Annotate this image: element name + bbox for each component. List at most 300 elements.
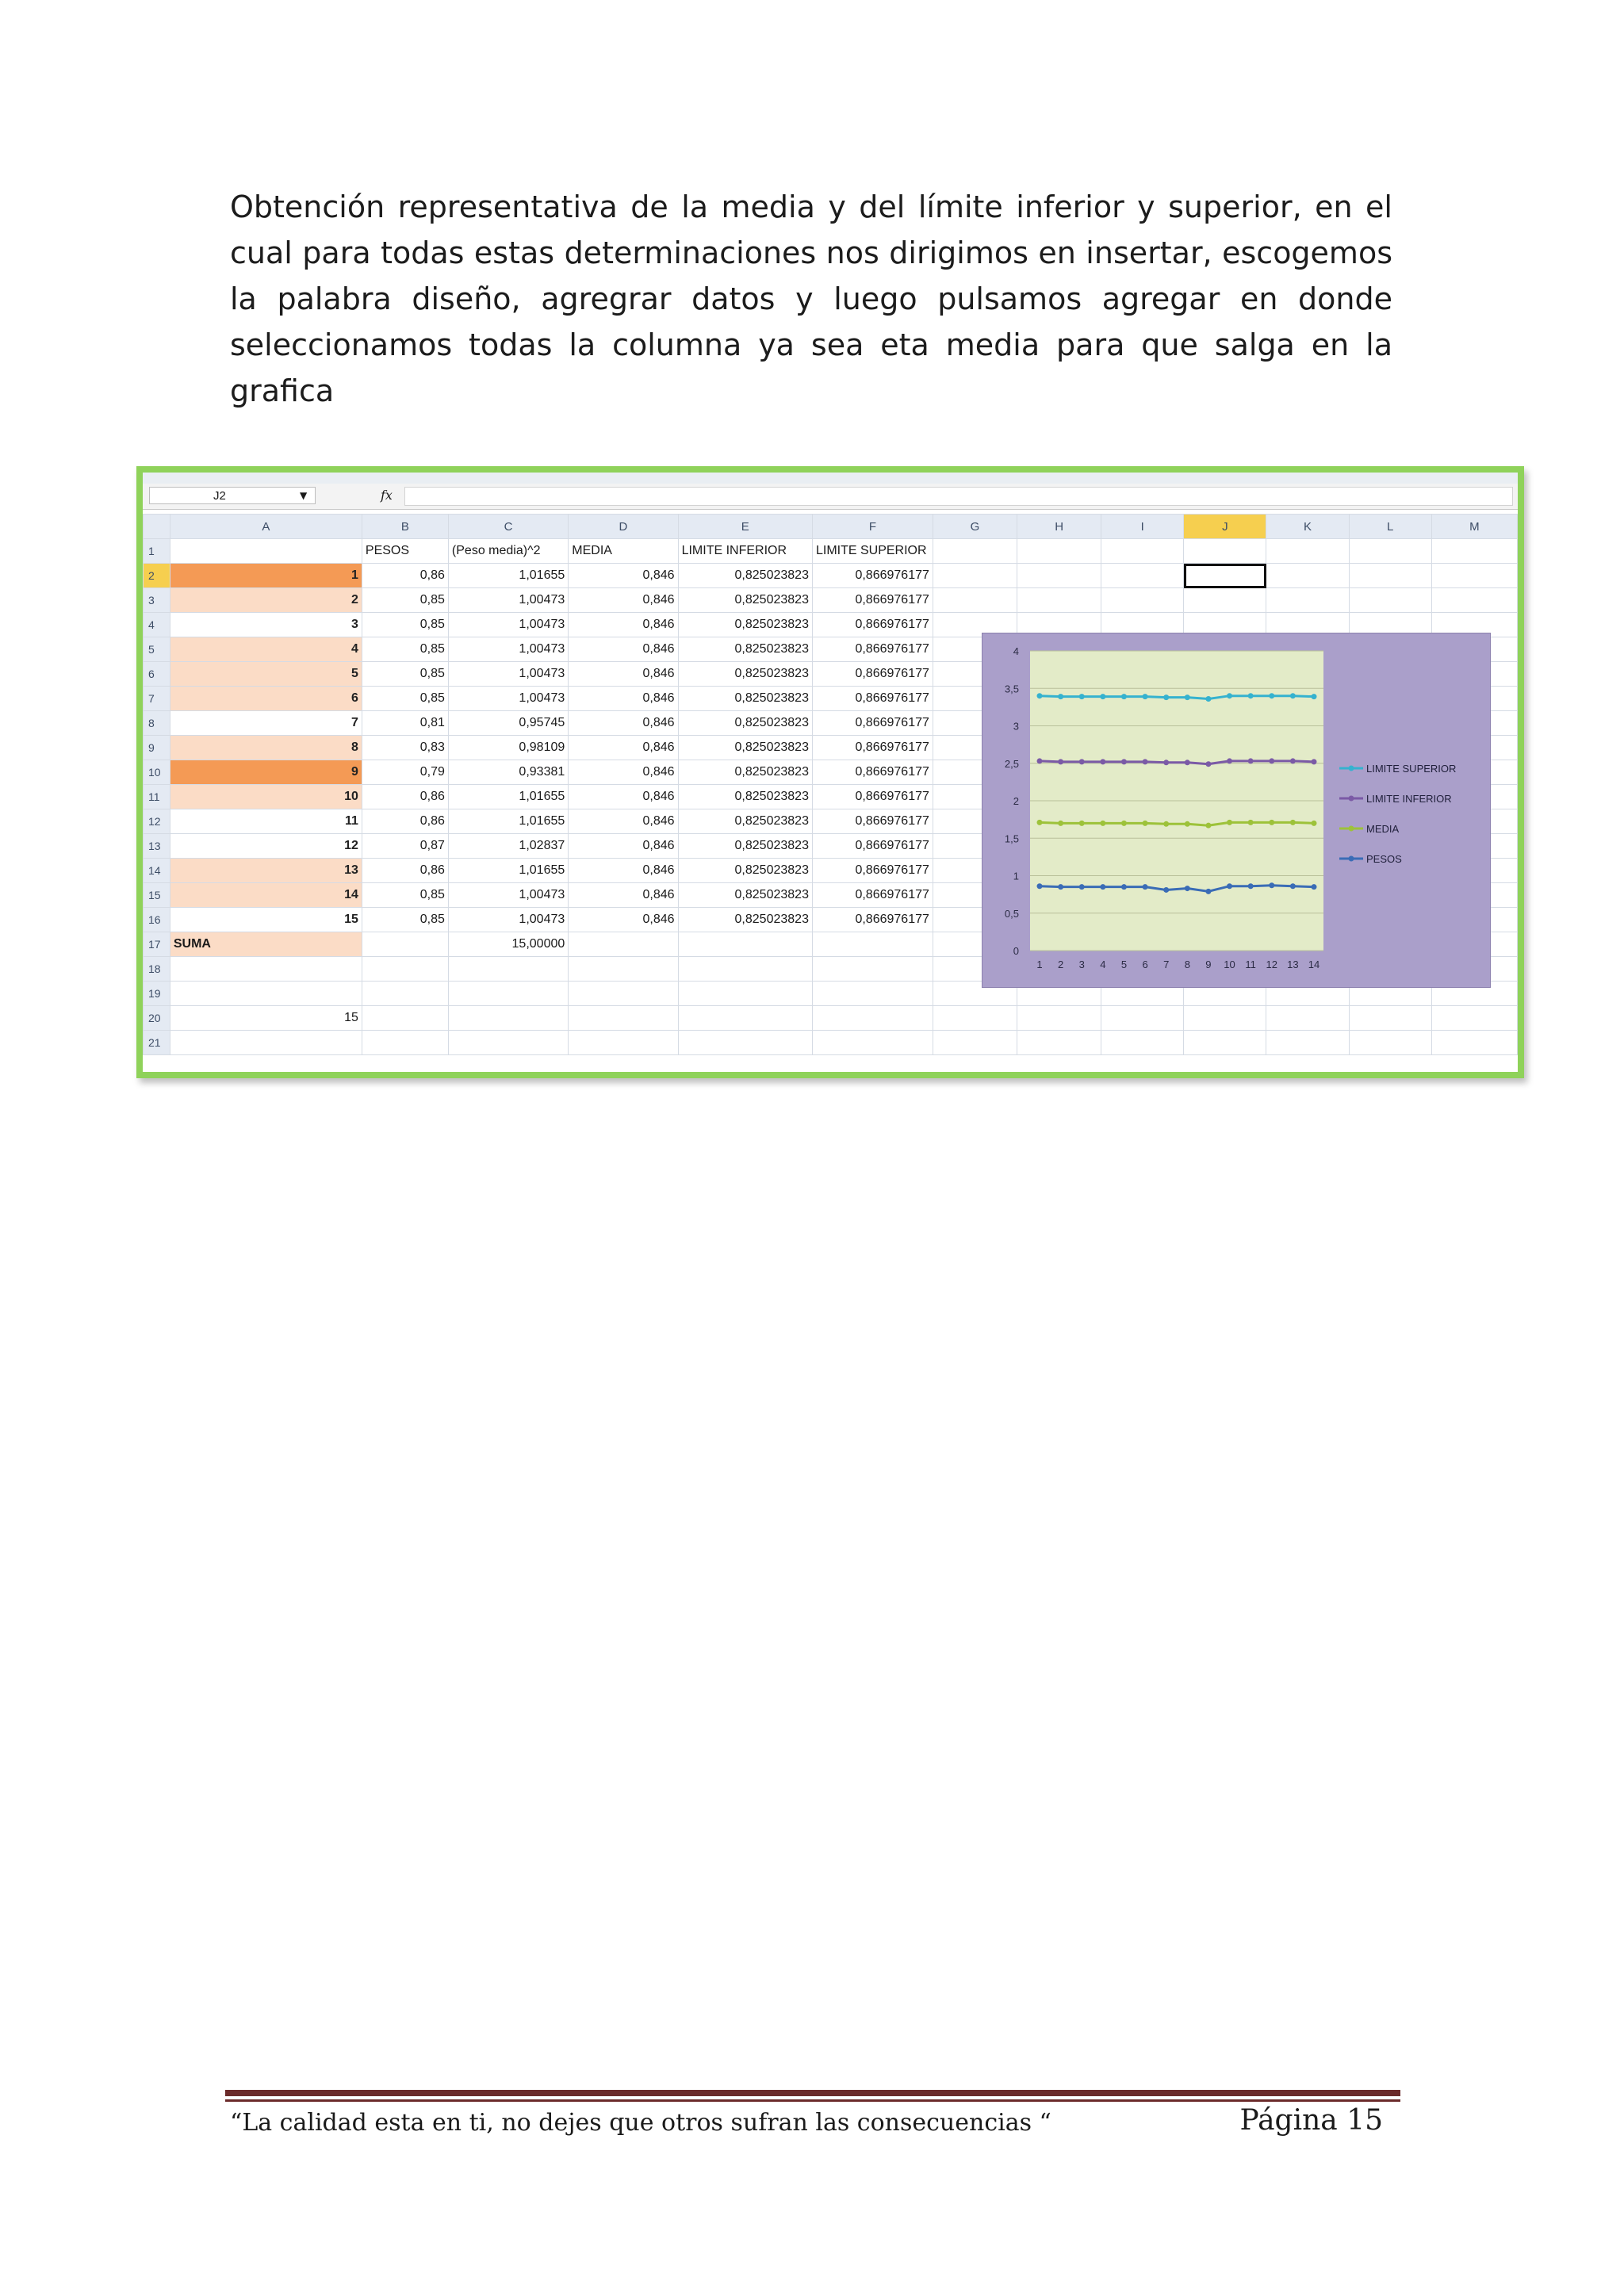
x-tick-label: 7	[1163, 959, 1170, 970]
peso-media-sq-cell[interactable]: 0,93381	[448, 760, 568, 785]
limite-superior-cell[interactable]: 0,866976177	[812, 859, 933, 883]
suma-value-cell[interactable]: 15,00000	[448, 932, 568, 957]
x-tick-label: 14	[1308, 959, 1320, 970]
index-cell[interactable]: 4	[170, 637, 362, 662]
table-row	[144, 564, 1518, 588]
y-tick-label: 0,5	[1004, 907, 1019, 920]
data-point	[1205, 696, 1211, 702]
row-header[interactable]: 5	[144, 637, 170, 662]
data-point	[1312, 759, 1317, 764]
data-point	[1037, 758, 1043, 763]
cell[interactable]	[448, 1006, 568, 1031]
cell[interactable]	[362, 982, 448, 1006]
pesos-cell[interactable]: 0,86	[362, 859, 448, 883]
data-point	[1248, 820, 1254, 825]
formula-bar	[143, 484, 1518, 510]
index-cell[interactable]: 7	[170, 711, 362, 736]
x-tick-label: 13	[1287, 959, 1299, 970]
cell[interactable]	[1349, 1006, 1431, 1031]
header-cell-pesos[interactable]: PESOS	[362, 539, 448, 564]
limite-inferior-cell[interactable]: 0,825023823	[678, 687, 812, 711]
cell[interactable]	[1349, 539, 1431, 564]
data-point	[1312, 884, 1317, 890]
limite-inferior-cell[interactable]: 0,825023823	[678, 588, 812, 613]
y-tick-label: 4	[1013, 645, 1019, 657]
legend-label: MEDIA	[1366, 823, 1400, 835]
index-cell[interactable]: 10	[170, 785, 362, 809]
pesos-cell[interactable]: 0,81	[362, 711, 448, 736]
cell[interactable]	[1101, 564, 1184, 588]
legend-label: LIMITE SUPERIOR	[1366, 763, 1457, 775]
x-tick-label: 3	[1078, 959, 1085, 970]
col-header-f[interactable]: F	[812, 515, 933, 539]
data-point	[1163, 695, 1169, 700]
data-point	[1290, 758, 1296, 763]
data-point	[1312, 821, 1317, 826]
cell[interactable]	[448, 957, 568, 982]
cell[interactable]	[1349, 564, 1431, 588]
x-tick-label: 9	[1205, 959, 1212, 970]
cell[interactable]	[1266, 564, 1349, 588]
data-point	[1143, 884, 1148, 890]
header-cell-limite-superior[interactable]: LIMITE SUPERIOR	[812, 539, 933, 564]
col-header-b[interactable]: B	[362, 515, 448, 539]
cell[interactable]	[1184, 1031, 1266, 1055]
x-tick-label: 2	[1057, 959, 1064, 970]
cell[interactable]	[569, 932, 678, 957]
limite-inferior-cell[interactable]: 0,825023823	[678, 859, 812, 883]
data-point	[1037, 883, 1043, 889]
legend-label: LIMITE INFERIOR	[1366, 793, 1452, 805]
legend-marker	[1349, 826, 1354, 832]
col-header-h[interactable]: H	[1017, 515, 1101, 539]
media-cell[interactable]: 0,846	[569, 637, 678, 662]
data-point	[1058, 884, 1063, 890]
footer-rule	[225, 2090, 1400, 2096]
data-point	[1058, 759, 1063, 764]
media-cell[interactable]: 0,846	[569, 687, 678, 711]
data-point	[1163, 821, 1169, 827]
data-point	[1269, 882, 1274, 888]
pesos-cell[interactable]: 0,79	[362, 760, 448, 785]
limite-superior-cell[interactable]: 0,866976177	[812, 834, 933, 859]
media-cell[interactable]: 0,846	[569, 834, 678, 859]
row-header[interactable]: 13	[144, 834, 170, 859]
cell[interactable]	[1431, 1031, 1517, 1055]
data-point	[1227, 693, 1232, 698]
limite-superior-cell[interactable]: 0,866976177	[812, 711, 933, 736]
data-point	[1248, 883, 1254, 889]
cell[interactable]	[933, 539, 1017, 564]
row-header[interactable]: 12	[144, 809, 170, 834]
cell[interactable]	[448, 1031, 568, 1055]
cell[interactable]	[1101, 1006, 1184, 1031]
peso-media-sq-cell[interactable]: 1,02837	[448, 834, 568, 859]
limite-inferior-cell[interactable]: 0,825023823	[678, 564, 812, 588]
media-cell[interactable]: 0,846	[569, 809, 678, 834]
data-point	[1121, 694, 1127, 699]
pesos-cell[interactable]: 0,85	[362, 687, 448, 711]
legend-marker	[1349, 856, 1354, 862]
cell[interactable]	[933, 588, 1017, 613]
limite-superior-cell[interactable]: 0,866976177	[812, 662, 933, 687]
data-point	[1079, 694, 1085, 699]
cell[interactable]	[933, 564, 1017, 588]
peso-media-sq-cell[interactable]: 1,01655	[448, 785, 568, 809]
x-tick-label: 6	[1142, 959, 1148, 970]
y-tick-label: 2	[1013, 795, 1019, 807]
cell[interactable]	[933, 1006, 1017, 1031]
media-cell[interactable]: 0,846	[569, 662, 678, 687]
data-point	[1248, 758, 1254, 763]
cell[interactable]	[1266, 588, 1349, 613]
cell[interactable]	[569, 1031, 678, 1055]
data-point	[1121, 884, 1127, 890]
col-header-c[interactable]: C	[448, 515, 568, 539]
cell[interactable]	[1349, 588, 1431, 613]
function-icon[interactable]: fx	[381, 488, 393, 503]
cell[interactable]	[1431, 564, 1517, 588]
data-point	[1100, 759, 1105, 764]
pesos-cell[interactable]: 0,85	[362, 637, 448, 662]
cell[interactable]	[812, 982, 933, 1006]
page-number: Página 15	[1239, 2104, 1383, 2137]
row-header[interactable]: 6	[144, 662, 170, 687]
index-cell[interactable]: 11	[170, 809, 362, 834]
col-header-j[interactable]: J	[1184, 515, 1266, 539]
media-cell[interactable]: 0,846	[569, 883, 678, 908]
header-cell-limite-inferior[interactable]: LIMITE INFERIOR	[678, 539, 812, 564]
limite-inferior-cell[interactable]: 0,825023823	[678, 908, 812, 932]
cell[interactable]	[678, 957, 812, 982]
cell[interactable]	[569, 1006, 678, 1031]
cell[interactable]	[812, 1031, 933, 1055]
cell[interactable]	[1349, 1031, 1431, 1055]
data-point	[1290, 883, 1296, 889]
limite-superior-cell[interactable]: 0,866976177	[812, 687, 933, 711]
col-header-l[interactable]: L	[1349, 515, 1431, 539]
limite-inferior-cell[interactable]: 0,825023823	[678, 736, 812, 760]
row-header[interactable]: 16	[144, 908, 170, 932]
index-cell[interactable]: 2	[170, 588, 362, 613]
active-cell-j2[interactable]	[1184, 564, 1266, 588]
cell[interactable]	[448, 982, 568, 1006]
row-header[interactable]: 19	[144, 982, 170, 1006]
footer-rule-thin	[225, 2099, 1400, 2102]
cell[interactable]	[1017, 1031, 1101, 1055]
limite-inferior-cell[interactable]: 0,825023823	[678, 760, 812, 785]
pesos-cell[interactable]: 0,86	[362, 564, 448, 588]
y-tick-label: 1	[1013, 870, 1019, 882]
cell[interactable]	[812, 1006, 933, 1031]
peso-media-sq-cell[interactable]: 0,95745	[448, 711, 568, 736]
data-point	[1205, 761, 1211, 767]
limite-inferior-cell[interactable]: 0,825023823	[678, 711, 812, 736]
row-header[interactable]: 15	[144, 883, 170, 908]
cell[interactable]	[362, 1031, 448, 1055]
column-header-row	[144, 515, 1518, 539]
index-cell[interactable]: 13	[170, 859, 362, 883]
peso-media-sq-cell[interactable]: 1,00473	[448, 687, 568, 711]
ribbon-strip	[143, 473, 1518, 484]
data-point	[1100, 694, 1105, 699]
pesos-cell[interactable]: 0,86	[362, 809, 448, 834]
limite-superior-cell[interactable]: 0,866976177	[812, 613, 933, 637]
media-cell[interactable]: 0,846	[569, 588, 678, 613]
cell[interactable]	[812, 957, 933, 982]
pesos-cell[interactable]: 0,85	[362, 588, 448, 613]
legend-marker	[1349, 766, 1354, 771]
data-point	[1312, 694, 1317, 699]
col-header-i[interactable]: I	[1101, 515, 1184, 539]
row-header[interactable]: 18	[144, 957, 170, 982]
data-point	[1227, 758, 1232, 763]
media-cell[interactable]: 0,846	[569, 613, 678, 637]
peso-media-sq-cell[interactable]: 1,01655	[448, 859, 568, 883]
cell[interactable]	[1266, 539, 1349, 564]
index-cell[interactable]: 3	[170, 613, 362, 637]
limite-superior-cell[interactable]: 0,866976177	[812, 760, 933, 785]
data-point	[1290, 820, 1296, 825]
data-point	[1079, 821, 1085, 826]
data-point	[1058, 694, 1063, 699]
data-point	[1100, 821, 1105, 826]
y-tick-label: 2,5	[1004, 757, 1019, 770]
cell[interactable]	[678, 982, 812, 1006]
table-row	[144, 588, 1518, 613]
cell[interactable]	[1017, 1006, 1101, 1031]
col-header-e[interactable]: E	[678, 515, 812, 539]
data-point	[1143, 821, 1148, 826]
data-point	[1205, 889, 1211, 894]
data-point	[1121, 821, 1127, 826]
row-header[interactable]: 9	[144, 736, 170, 760]
media-cell[interactable]: 0,846	[569, 736, 678, 760]
index-cell[interactable]: 14	[170, 883, 362, 908]
table-row	[144, 1006, 1518, 1031]
data-point	[1248, 693, 1254, 698]
row-header[interactable]: 3	[144, 588, 170, 613]
row-header[interactable]: 10	[144, 760, 170, 785]
col-header-a[interactable]: A	[170, 515, 362, 539]
peso-media-sq-cell[interactable]: 1,01655	[448, 564, 568, 588]
cell[interactable]	[1431, 588, 1517, 613]
cell[interactable]	[170, 539, 362, 564]
pesos-cell[interactable]: 0,85	[362, 613, 448, 637]
spreadsheet-screenshot	[136, 466, 1524, 1078]
limite-superior-cell[interactable]: 0,866976177	[812, 883, 933, 908]
x-tick-label: 1	[1036, 959, 1043, 970]
header-cell-peso-media[interactable]: (Peso media)^2	[448, 539, 568, 564]
cell[interactable]	[362, 957, 448, 982]
cell[interactable]	[1184, 1006, 1266, 1031]
row-header[interactable]: 2	[144, 564, 170, 588]
data-point	[1185, 821, 1190, 827]
data-point	[1100, 884, 1105, 890]
pesos-cell[interactable]: 0,85	[362, 908, 448, 932]
limite-superior-cell[interactable]: 0,866976177	[812, 637, 933, 662]
cell[interactable]	[1017, 588, 1101, 613]
limite-superior-cell[interactable]: 0,866976177	[812, 908, 933, 932]
row20-value-cell[interactable]: 15	[170, 1006, 362, 1031]
legend-marker	[1349, 796, 1354, 802]
table-row	[144, 539, 1518, 564]
index-cell[interactable]: 15	[170, 908, 362, 932]
limite-superior-cell[interactable]: 0,866976177	[812, 564, 933, 588]
cell[interactable]	[170, 982, 362, 1006]
index-cell[interactable]: 12	[170, 834, 362, 859]
y-tick-label: 3,5	[1004, 683, 1019, 695]
cell[interactable]	[812, 932, 933, 957]
table-row	[144, 1031, 1518, 1055]
header-cell-media[interactable]: MEDIA	[569, 539, 678, 564]
cell[interactable]	[1101, 588, 1184, 613]
pesos-cell[interactable]: 0,87	[362, 834, 448, 859]
limite-inferior-cell[interactable]: 0,825023823	[678, 662, 812, 687]
peso-media-sq-cell[interactable]: 1,00473	[448, 662, 568, 687]
cell[interactable]	[678, 1031, 812, 1055]
limite-inferior-cell[interactable]: 0,825023823	[678, 613, 812, 637]
row-header[interactable]: 21	[144, 1031, 170, 1055]
peso-media-sq-cell[interactable]: 1,00473	[448, 637, 568, 662]
peso-media-sq-cell[interactable]: 1,00473	[448, 588, 568, 613]
media-cell[interactable]: 0,846	[569, 859, 678, 883]
data-point	[1269, 693, 1274, 698]
index-cell[interactable]: 9	[170, 760, 362, 785]
col-header-k[interactable]: K	[1266, 515, 1349, 539]
chart-svg	[982, 633, 1490, 987]
pesos-cell[interactable]: 0,83	[362, 736, 448, 760]
limite-inferior-cell[interactable]: 0,825023823	[678, 785, 812, 809]
y-tick-label: 0	[1013, 945, 1019, 957]
index-cell[interactable]: 8	[170, 736, 362, 760]
limite-inferior-cell[interactable]: 0,825023823	[678, 834, 812, 859]
row-header[interactable]: 20	[144, 1006, 170, 1031]
peso-media-sq-cell[interactable]: 1,00473	[448, 908, 568, 932]
data-point	[1163, 760, 1169, 765]
limite-superior-cell[interactable]: 0,866976177	[812, 785, 933, 809]
cell[interactable]	[933, 1031, 1017, 1055]
x-tick-label: 5	[1120, 959, 1128, 970]
peso-media-sq-cell[interactable]: 1,00473	[448, 883, 568, 908]
row-header[interactable]: 1	[144, 539, 170, 564]
media-cell[interactable]: 0,846	[569, 711, 678, 736]
cell[interactable]	[569, 982, 678, 1006]
body-paragraph: Obtención representativa de la media y del límite inferior y superior, en el cual para todas estas determinaciones nos dirigimos en insertar, escogemos la palabra diseño, agregrar datos y luego pulsamos agregar en donde seleccionamos todas la columna ya sea eta media para que salga en la grafica	[230, 189, 1392, 408]
cell[interactable]	[1101, 1031, 1184, 1055]
row-header[interactable]: 14	[144, 859, 170, 883]
chevron-down-icon[interactable]: ▼	[300, 490, 308, 501]
row-header[interactable]: 7	[144, 687, 170, 711]
cell[interactable]	[1017, 539, 1101, 564]
data-point	[1079, 759, 1085, 764]
media-cell[interactable]: 0,846	[569, 785, 678, 809]
index-cell[interactable]: 1	[170, 564, 362, 588]
pesos-cell[interactable]: 0,85	[362, 883, 448, 908]
cell[interactable]	[1266, 1006, 1349, 1031]
index-cell[interactable]: 5	[170, 662, 362, 687]
peso-media-sq-cell[interactable]: 1,00473	[448, 613, 568, 637]
limite-superior-cell[interactable]: 0,866976177	[812, 588, 933, 613]
index-cell[interactable]: 6	[170, 687, 362, 711]
cell[interactable]	[1431, 1006, 1517, 1031]
row-header[interactable]: 17	[144, 932, 170, 957]
limite-superior-cell[interactable]: 0,866976177	[812, 809, 933, 834]
cell[interactable]	[678, 1006, 812, 1031]
col-header-m[interactable]: M	[1431, 515, 1517, 539]
x-tick-label: 11	[1245, 959, 1256, 970]
cell[interactable]	[170, 957, 362, 982]
data-point	[1227, 820, 1232, 825]
col-header-g[interactable]: G	[933, 515, 1017, 539]
name-box[interactable]: J2	[149, 487, 316, 504]
x-tick-label: 10	[1224, 959, 1235, 970]
data-point	[1185, 886, 1190, 891]
media-cell[interactable]: 0,846	[569, 908, 678, 932]
suma-label-cell[interactable]: SUMA	[170, 932, 362, 957]
cell[interactable]	[170, 1031, 362, 1055]
limite-superior-cell[interactable]: 0,866976177	[812, 736, 933, 760]
data-point	[1269, 820, 1274, 825]
data-point	[1037, 820, 1043, 825]
media-cell[interactable]: 0,846	[569, 564, 678, 588]
data-point	[1205, 823, 1211, 828]
data-point	[1269, 758, 1274, 763]
data-point	[1058, 821, 1063, 826]
data-point	[1121, 759, 1127, 764]
select-all-corner[interactable]	[144, 515, 170, 539]
cell[interactable]	[362, 1006, 448, 1031]
y-tick-label: 3	[1013, 720, 1019, 733]
row-header[interactable]: 8	[144, 711, 170, 736]
cell[interactable]	[678, 932, 812, 957]
cell[interactable]	[362, 932, 448, 957]
data-point	[1143, 759, 1148, 764]
col-header-d[interactable]: D	[569, 515, 678, 539]
data-point	[1290, 693, 1296, 698]
cell[interactable]	[1101, 539, 1184, 564]
data-point	[1037, 693, 1043, 698]
cell[interactable]	[1184, 588, 1266, 613]
x-tick-label: 8	[1184, 959, 1190, 970]
data-point	[1163, 887, 1169, 893]
data-point	[1185, 760, 1190, 765]
cell[interactable]	[1184, 539, 1266, 564]
peso-media-sq-cell[interactable]: 0,98109	[448, 736, 568, 760]
data-point	[1185, 695, 1190, 700]
limite-inferior-cell[interactable]: 0,825023823	[678, 883, 812, 908]
data-point	[1079, 884, 1085, 890]
row-header[interactable]: 11	[144, 785, 170, 809]
embedded-line-chart[interactable]	[982, 633, 1491, 988]
cell[interactable]	[569, 957, 678, 982]
x-tick-label: 4	[1100, 959, 1106, 970]
peso-media-sq-cell[interactable]: 1,01655	[448, 809, 568, 834]
pesos-cell[interactable]: 0,86	[362, 785, 448, 809]
cell[interactable]	[1266, 1031, 1349, 1055]
media-cell[interactable]: 0,846	[569, 760, 678, 785]
cell[interactable]	[1017, 564, 1101, 588]
row-header[interactable]: 4	[144, 613, 170, 637]
y-tick-label: 1,5	[1004, 832, 1019, 845]
pesos-cell[interactable]: 0,85	[362, 662, 448, 687]
cell[interactable]	[1431, 539, 1517, 564]
data-point	[1143, 694, 1148, 699]
limite-inferior-cell[interactable]: 0,825023823	[678, 809, 812, 834]
formula-input[interactable]	[404, 487, 1513, 506]
footer-quote: “La calidad esta en ti, no dejes que otros sufran las consecuencias “	[230, 2109, 1051, 2137]
limite-inferior-cell[interactable]: 0,825023823	[678, 637, 812, 662]
